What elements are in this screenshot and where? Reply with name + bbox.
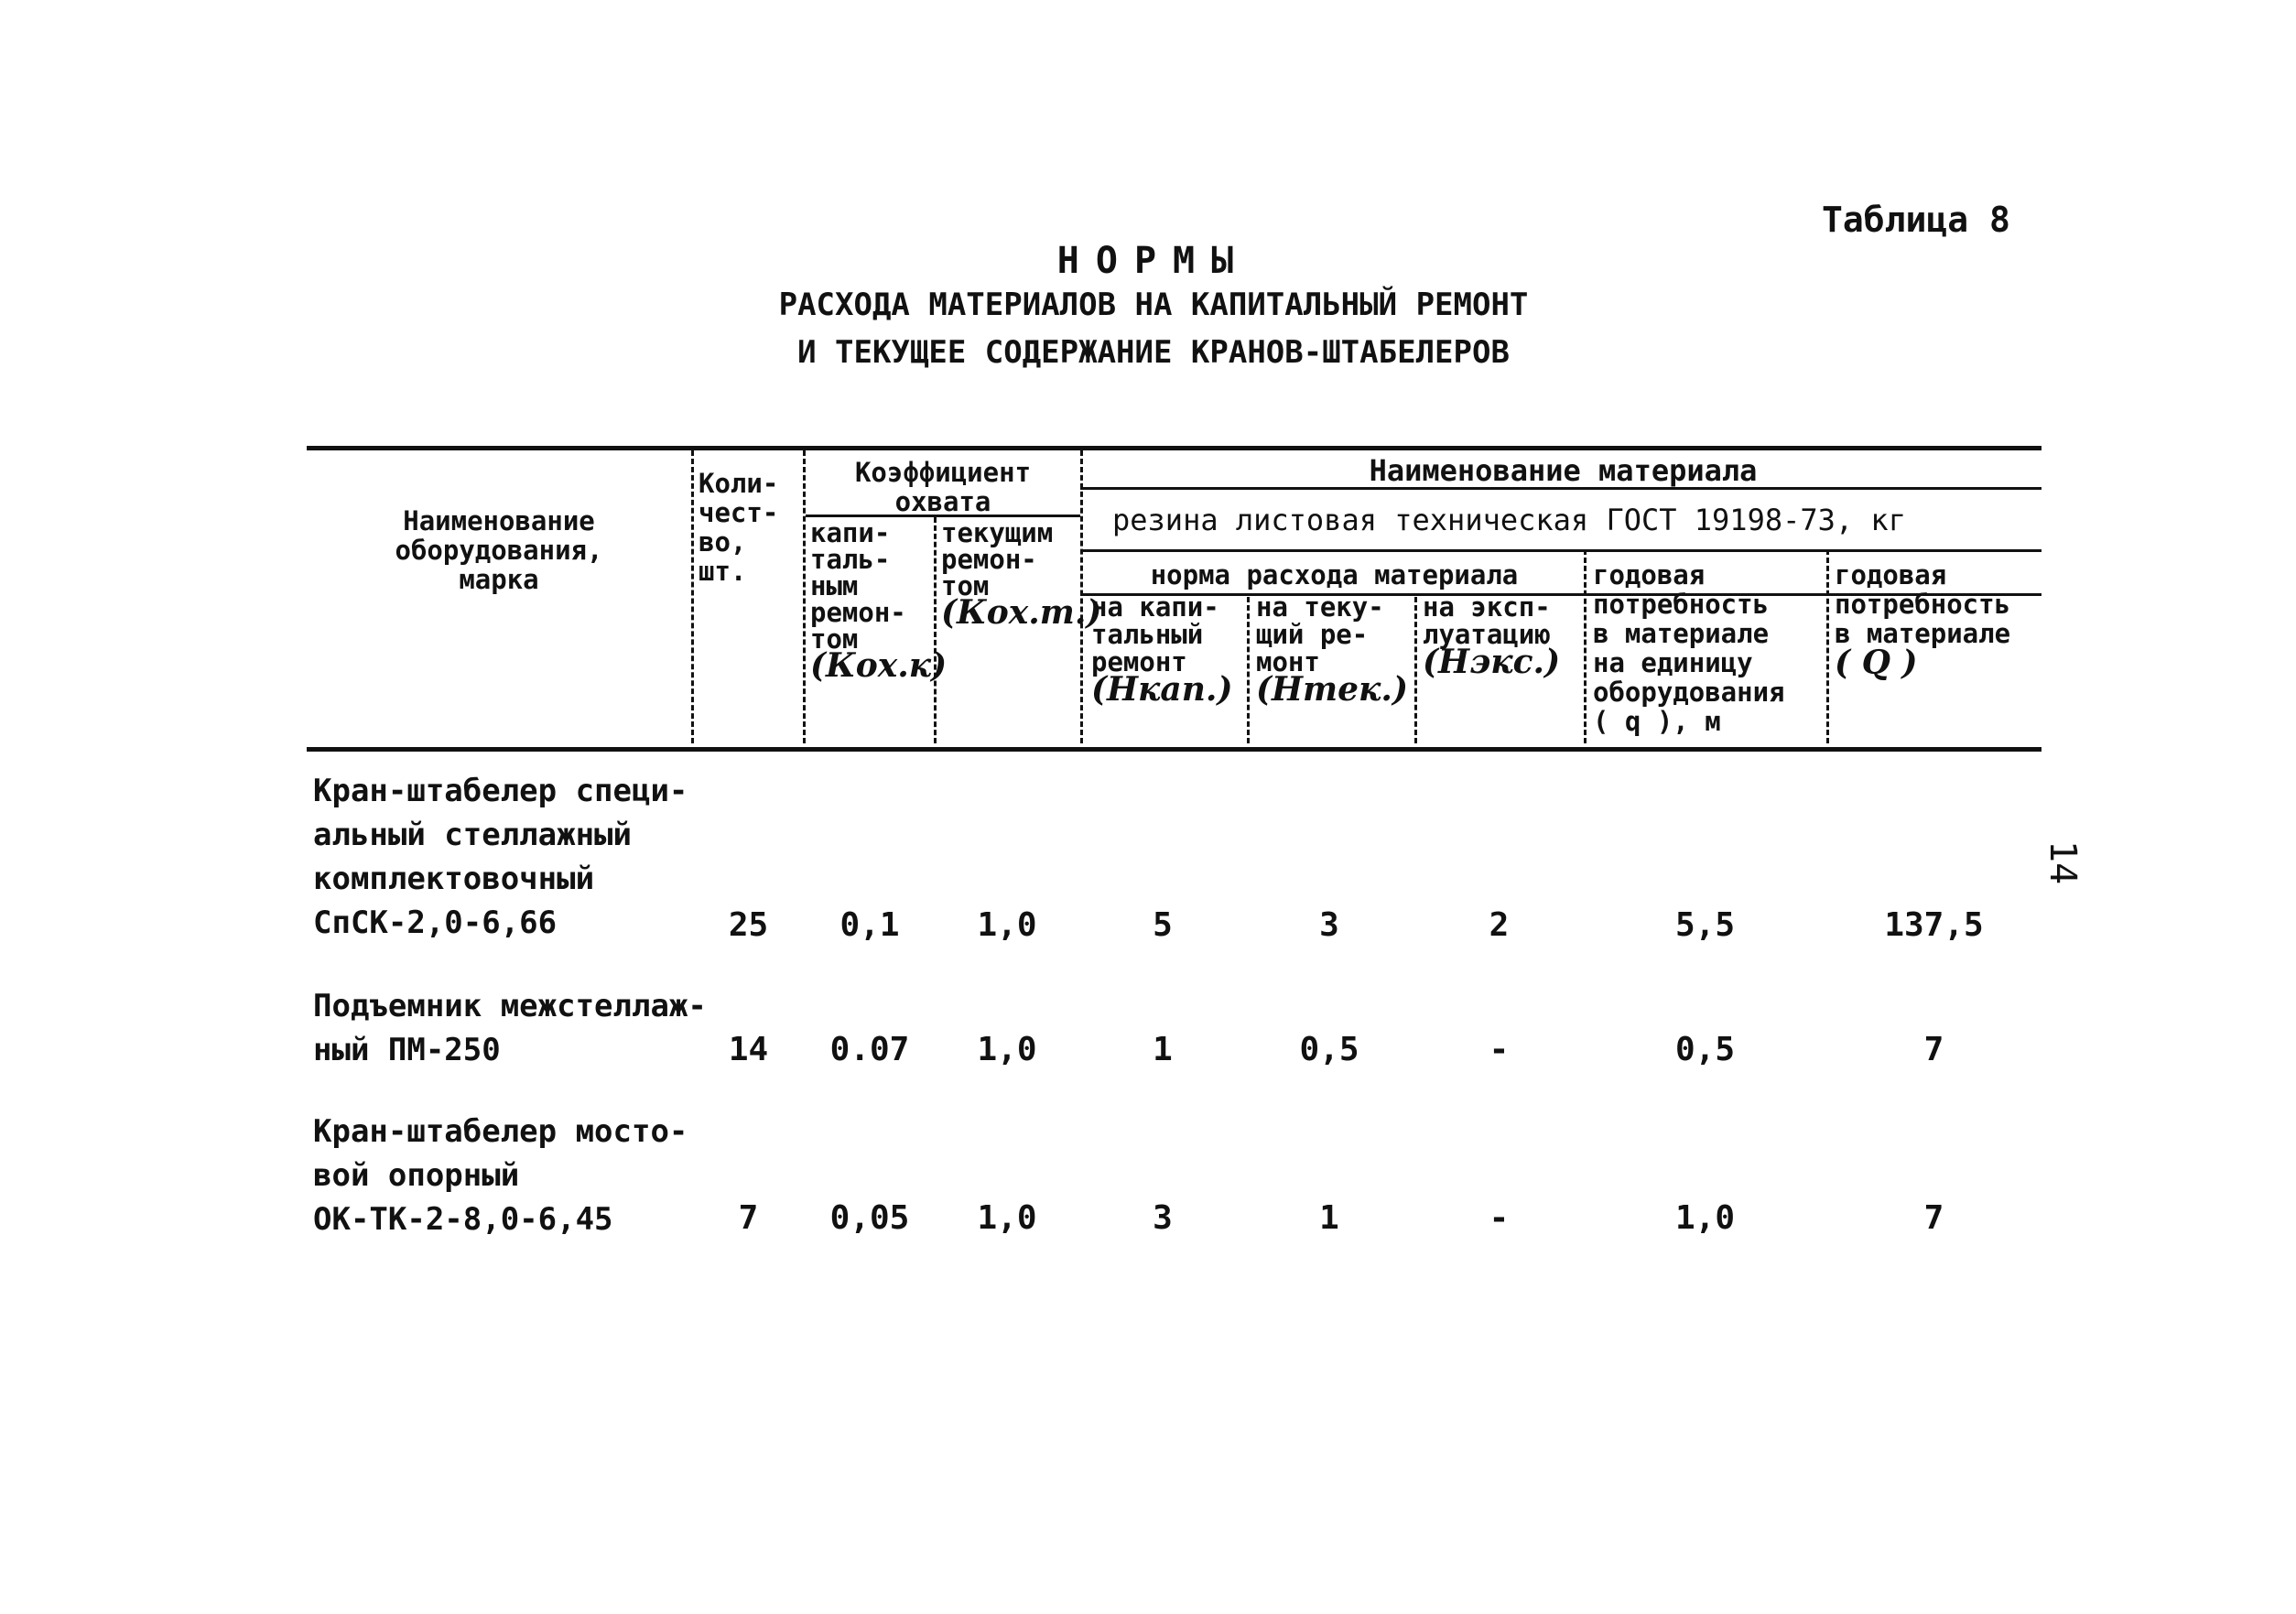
header-material: резина листовая техническая ГОСТ 19198-73, кг bbox=[1112, 503, 1906, 537]
col-divider-6 bbox=[1414, 597, 1417, 743]
col-divider-1 bbox=[691, 450, 694, 743]
table-top-rule bbox=[307, 446, 2041, 450]
row-2-qty: 14 bbox=[728, 1031, 769, 1068]
header-norm-capital: на капи- тальный ремонт (Нкап.) bbox=[1091, 593, 1245, 703]
row-1-q-unit: 5,5 bbox=[1674, 906, 1736, 944]
title-line-1: НОРМЫ bbox=[1056, 240, 1251, 282]
n-exp-symbol: (Нэкс.) bbox=[1423, 643, 1561, 681]
row-3-n-cur: 1 bbox=[1319, 1199, 1339, 1237]
col-divider-8 bbox=[1826, 549, 1829, 743]
material-rule bbox=[1080, 549, 2041, 552]
k-cap-symbol: (Кох.к) bbox=[810, 646, 948, 685]
col-divider-7 bbox=[1584, 549, 1587, 743]
header-norm: норма расхода материала bbox=[1150, 559, 1519, 590]
row-1-n-cur: 3 bbox=[1319, 906, 1339, 944]
row-3-n-cap: 3 bbox=[1153, 1199, 1173, 1237]
row-3-k-cur: 1,0 bbox=[977, 1199, 1037, 1237]
table-row-2-name: Подъемник межстеллаж- ный ПМ-250 bbox=[313, 988, 707, 1068]
header-coverage-capital: капи- таль- ным ремон- том (Кох.к) bbox=[810, 517, 948, 685]
row-3-qty: 7 bbox=[738, 1199, 759, 1237]
header-coverage: Коэффициент охвата bbox=[854, 457, 1032, 517]
row-1-n-cap: 5 bbox=[1153, 906, 1173, 944]
header-norm-exploit: на эксп- луатацию (Нэкс.) bbox=[1423, 593, 1582, 676]
header-bottom-rule bbox=[307, 747, 2041, 752]
row-1-qty: 25 bbox=[728, 906, 769, 944]
header-coverage-current: текущим ремон- том (Кох.т.) bbox=[941, 517, 1102, 632]
row-3-n-exp: - bbox=[1489, 1199, 1510, 1237]
table-row-3-name: Кран-штабелер мосто- вой опорный ОК-ТК-2-8,0-6,45 bbox=[313, 1113, 688, 1238]
row-2-n-exp: - bbox=[1489, 1031, 1510, 1068]
row-2-k-cur: 1,0 bbox=[977, 1031, 1037, 1068]
header-equipment: Наименование оборудования, марка bbox=[395, 505, 603, 595]
title-line-3: И ТЕКУЩЕЕ СОДЕРЖАНИЕ КРАНОВ-ШТАБЕЛЕРОВ bbox=[797, 334, 1510, 371]
row-3-q-unit: 1,0 bbox=[1674, 1199, 1736, 1237]
row-1-k-cap: 0,1 bbox=[839, 906, 900, 944]
row-2-n-cur: 0,5 bbox=[1299, 1031, 1359, 1068]
q-total-symbol: ( Q ) bbox=[1835, 644, 1918, 682]
row-1-n-exp: 2 bbox=[1489, 906, 1510, 944]
row-1-q-total: 137,5 bbox=[1884, 906, 1984, 944]
k-cur-symbol: (Кох.т.) bbox=[941, 593, 1102, 632]
row-2-k-cap: 0.07 bbox=[829, 1031, 910, 1068]
title-line-2: РАСХОДА МАТЕРИАЛОВ НА КАПИТАЛЬНЫЙ РЕМОНТ bbox=[778, 287, 1529, 323]
header-norm-current: на теку- щий ре- монт (Нтек.) bbox=[1256, 593, 1412, 703]
col-divider-5 bbox=[1247, 597, 1250, 743]
row-3-k-cap: 0,05 bbox=[829, 1199, 910, 1237]
row-1-k-cur: 1,0 bbox=[977, 906, 1037, 944]
table-row-1-name: Кран-штабелер специ- альный стеллажный комплектовочный СпСК-2,0-6,66 bbox=[313, 773, 688, 941]
n-cur-symbol: (Нтек.) bbox=[1256, 670, 1408, 709]
row-2-n-cap: 1 bbox=[1153, 1031, 1173, 1068]
table-label: Таблица 8 bbox=[1822, 200, 2010, 240]
header-material-name: Наименование материала bbox=[1369, 453, 1758, 488]
q-unit-symbol: ( q ), м bbox=[1593, 706, 1721, 737]
row-2-q-total: 7 bbox=[1923, 1031, 1944, 1068]
n-cap-symbol: (Нкап.) bbox=[1091, 670, 1233, 709]
page-number: 14 bbox=[2041, 840, 2084, 885]
row-2-q-unit: 0,5 bbox=[1674, 1031, 1736, 1068]
header-annual-total: годовая потребность в материале ( Q ) bbox=[1835, 560, 2041, 677]
header-annual-unit: годовая потребность в материале на единицу оборудования ( q ), м bbox=[1593, 560, 1824, 736]
col-divider-3 bbox=[934, 517, 937, 743]
header-quantity: Коли- чест- во, шт. bbox=[699, 468, 779, 587]
row-3-q-total: 7 bbox=[1923, 1199, 1944, 1237]
